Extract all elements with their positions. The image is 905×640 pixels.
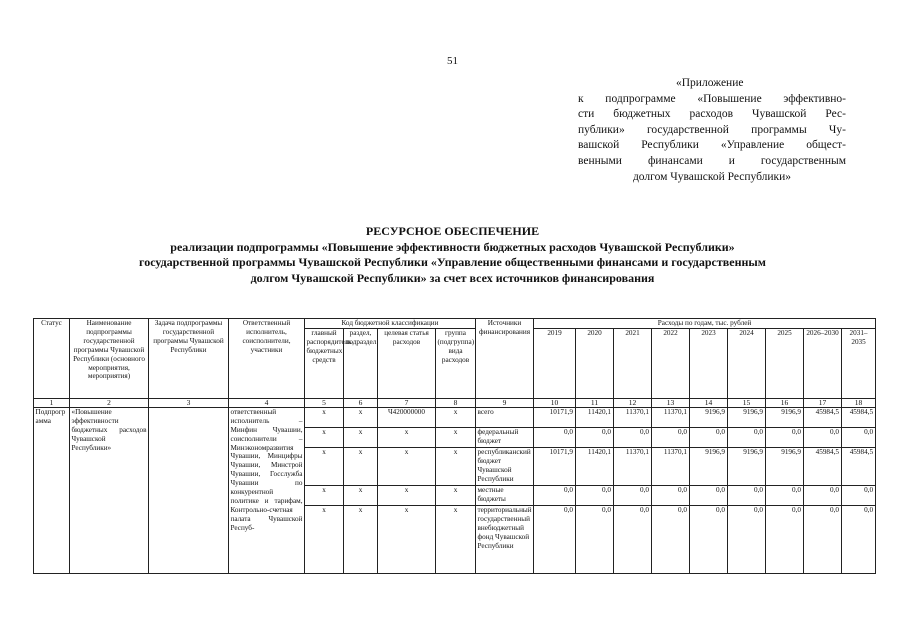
column-number: 16 (766, 398, 804, 407)
column-number: 1 (34, 398, 70, 407)
column-number: 17 (804, 398, 842, 407)
document-title (0, 224, 905, 286)
cell-group: x (436, 407, 476, 427)
row-name: «Повышение эффективности бюджетных расходов Чувашской Республики» (70, 407, 149, 573)
column-number: 9 (476, 398, 534, 407)
header-expenses: Расходы по годам, тыс. рублей (534, 319, 876, 329)
cell-value: 0,0 (766, 485, 804, 505)
cell-value: 0,0 (652, 485, 690, 505)
cell-group: x (436, 427, 476, 447)
cell-value: 10171,9 (534, 447, 576, 485)
cell-value: 11370,1 (652, 447, 690, 485)
cell-value: 0,0 (534, 505, 576, 573)
cell-value: 0,0 (728, 505, 766, 573)
page-number: 51 (447, 55, 458, 67)
cell-value: 0,0 (690, 427, 728, 447)
appendix-line: долгом Чувашской Республики» (632, 170, 792, 183)
cell-value: 0,0 (534, 485, 576, 505)
header-year: 2020 (576, 328, 614, 398)
header-target-item: целевая статья расходов (378, 328, 436, 398)
cell-value: 9196,9 (690, 407, 728, 427)
column-number: 8 (436, 398, 476, 407)
cell-value: 0,0 (804, 505, 842, 573)
cell-grbs: x (305, 485, 344, 505)
cell-value: 0,0 (842, 485, 876, 505)
title-line: РЕСУРСНОЕ ОБЕСПЕЧЕНИЕ (365, 224, 540, 238)
header-row (34, 319, 876, 329)
header-name: Наименование подпрограммы государственной программы Чувашской Республики (основного мероприятия, мероприятия) (70, 319, 149, 399)
header-section: раздел, подраздел (344, 328, 378, 398)
cell-value: 11420,1 (576, 447, 614, 485)
cell-grbs: x (305, 447, 344, 485)
cell-value: 9196,9 (728, 407, 766, 427)
cell-value: 9196,9 (690, 447, 728, 485)
cell-value: 0,0 (766, 505, 804, 573)
cell-grbs: x (305, 505, 344, 573)
cell-group: x (436, 447, 476, 485)
cell-section: x (344, 505, 378, 573)
header-year: 2021 (614, 328, 652, 398)
cell-target: x (378, 485, 436, 505)
title-line: государственной программы Чувашской Республики «Управление общественными финансами и государственным (139, 255, 766, 269)
column-number: 7 (378, 398, 436, 407)
cell-target: x (378, 427, 436, 447)
row-status: Подпрограмма (34, 407, 70, 573)
cell-source: всего (476, 407, 534, 427)
column-number: 6 (344, 398, 378, 407)
column-number: 3 (149, 398, 229, 407)
cell-section: x (344, 447, 378, 485)
cell-target: x (378, 447, 436, 485)
table-row (34, 407, 876, 427)
cell-value: 9196,9 (766, 447, 804, 485)
header-year: 2025 (766, 328, 804, 398)
cell-section: x (344, 407, 378, 427)
cell-value: 0,0 (690, 505, 728, 573)
cell-section: x (344, 427, 378, 447)
title-line: реализации подпрограммы «Повышение эффективности бюджетных расходов Чувашской Республики» (170, 239, 735, 254)
row-executor: ответственный исполнитель – Минфин Чувашии, соисполнители – Минэкономразвития Чувашии, Минцифры Чувашии, Минстрой Чувашии, Госслужба Чувашии по конкурентной политике и тарифам, Контрольно-счетная палата Чувашской Респуб- (229, 407, 305, 573)
header-executor: Ответственный исполнитель, соисполнители, участники (229, 319, 305, 399)
cell-grbs: x (305, 407, 344, 427)
cell-value: 11370,1 (614, 407, 652, 427)
cell-value: 0,0 (728, 427, 766, 447)
appendix-line: к подпрограмме «Повышение эффективно- (578, 92, 846, 105)
appendix-line: сти бюджетных расходов Чувашской Рес- (578, 108, 846, 121)
header-budget-code: Код бюджетной классификации (305, 319, 476, 329)
cell-source: федеральный бюджет (476, 427, 534, 447)
cell-value: 9196,9 (766, 407, 804, 427)
cell-value: 0,0 (614, 427, 652, 447)
cell-value: 0,0 (652, 505, 690, 573)
column-number: 11 (576, 398, 614, 407)
column-number: 12 (614, 398, 652, 407)
appendix-line: «Приложение (676, 77, 744, 89)
cell-value: 0,0 (576, 427, 614, 447)
cell-value: 10171,9 (534, 407, 576, 427)
cell-value: 0,0 (804, 427, 842, 447)
cell-value: 45984,5 (804, 407, 842, 427)
header-group: группа (подгруппа) вида расходов (436, 328, 476, 398)
cell-value: 45984,5 (804, 447, 842, 485)
cell-value: 11370,1 (652, 407, 690, 427)
cell-grbs: x (305, 427, 344, 447)
cell-value: 9196,9 (728, 447, 766, 485)
column-number: 10 (534, 398, 576, 407)
appendix-note (578, 76, 846, 185)
cell-value: 0,0 (614, 485, 652, 505)
column-number: 15 (728, 398, 766, 407)
column-number: 4 (229, 398, 305, 407)
appendix-line: венными финансами и государственным (578, 154, 846, 167)
cell-value: 0,0 (728, 485, 766, 505)
cell-source: местные бюджеты (476, 485, 534, 505)
cell-value: 0,0 (534, 427, 576, 447)
cell-value: 45984,5 (842, 407, 876, 427)
cell-value: 11370,1 (614, 447, 652, 485)
cell-section: x (344, 485, 378, 505)
title-line: долгом Чувашской Республики» за счет всех источников финансирования (250, 270, 655, 285)
cell-value: 0,0 (842, 505, 876, 573)
cell-target: Ч420000000 (378, 407, 436, 427)
row-task (149, 407, 229, 573)
header-year: 2023 (690, 328, 728, 398)
column-number: 2 (70, 398, 149, 407)
header-year: 2024 (728, 328, 766, 398)
appendix-line: вашской Республики «Управление общест- (578, 139, 846, 152)
cell-value: 0,0 (576, 505, 614, 573)
cell-source: республиканский бюджет Чувашской Республики (476, 447, 534, 485)
header-task: Задача подпрограммы государственной программы Чувашской Республики (149, 319, 229, 399)
column-number: 13 (652, 398, 690, 407)
cell-value: 0,0 (652, 427, 690, 447)
column-number: 14 (690, 398, 728, 407)
header-chief-manager: главный распорядитель бюджетных средств (305, 328, 344, 398)
cell-source: территориальный государственный внебюджетный фонд Чувашской Республики (476, 505, 534, 573)
column-number: 18 (842, 398, 876, 407)
appendix-line: публики» государственной программы Чу- (578, 123, 846, 136)
cell-value: 0,0 (690, 485, 728, 505)
column-number-row (34, 398, 876, 407)
header-year: 2022 (652, 328, 690, 398)
cell-group: x (436, 485, 476, 505)
cell-value: 0,0 (842, 427, 876, 447)
cell-group: x (436, 505, 476, 573)
header-source: Источники финансирования (476, 319, 534, 399)
cell-value: 0,0 (804, 485, 842, 505)
header-year: 2019 (534, 328, 576, 398)
cell-value: 45984,5 (842, 447, 876, 485)
cell-target: x (378, 505, 436, 573)
cell-value: 0,0 (614, 505, 652, 573)
header-year: 2026–2030 (804, 328, 842, 398)
cell-value: 0,0 (576, 485, 614, 505)
header-year: 2031–2035 (842, 328, 876, 398)
cell-value: 0,0 (766, 427, 804, 447)
cell-value: 11420,1 (576, 407, 614, 427)
resource-table (33, 318, 876, 574)
column-number: 5 (305, 398, 344, 407)
header-status: Статус (34, 319, 70, 399)
